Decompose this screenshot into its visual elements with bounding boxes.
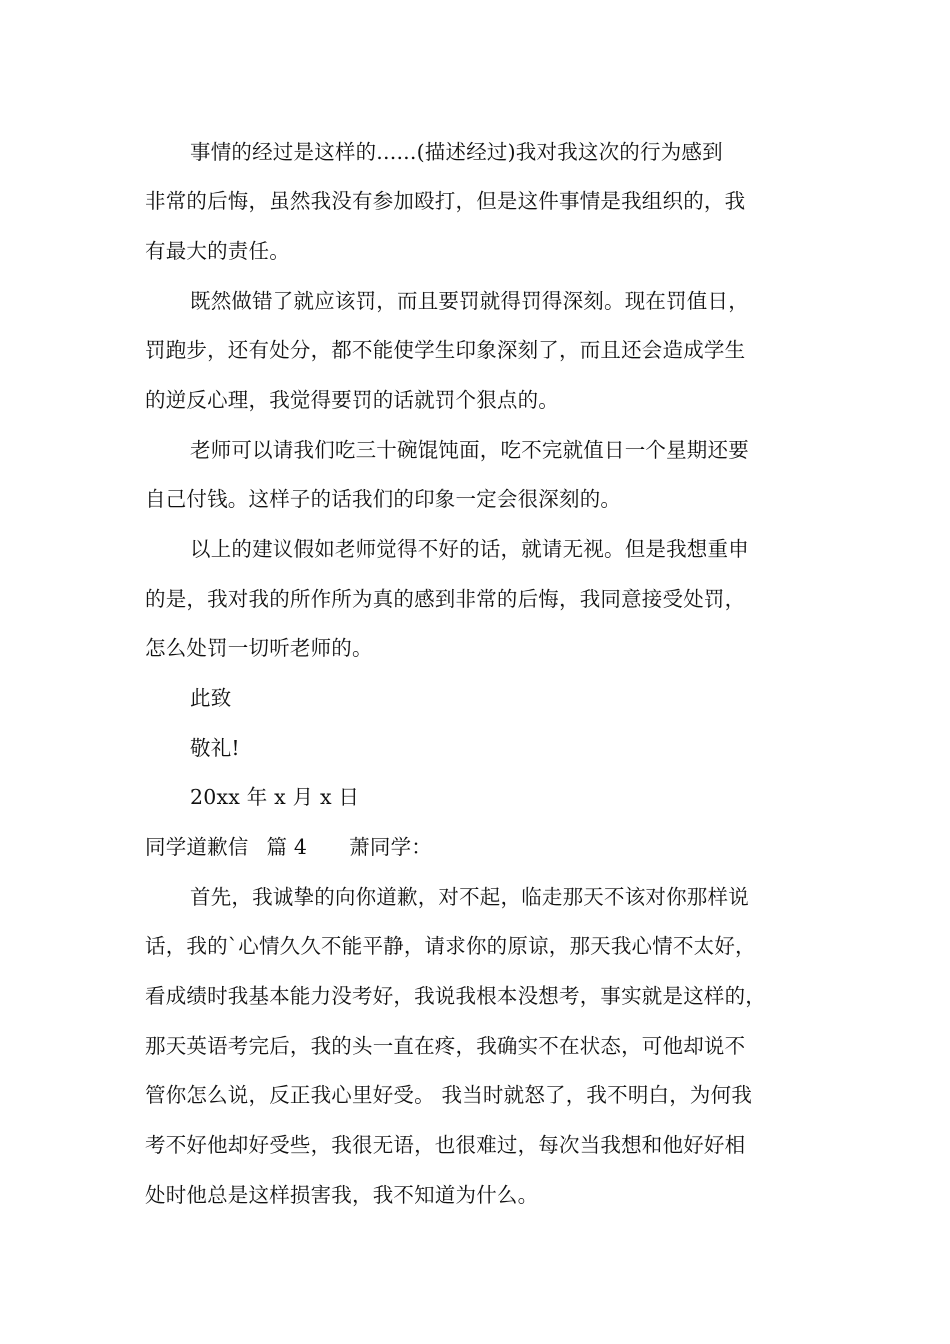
paragraph-4-line-1: 以上的建议假如老师觉得不好的话，就请无视。但是我想重申	[190, 537, 749, 561]
paragraph-4-line-2: 的是，我对我的所作所为真的感到非常的后悔，我同意接受处罚，	[145, 587, 746, 611]
paragraph-5-line-4: 那天英语考完后，我的头一直在疼，我确实不在状态，可他却说不	[145, 1034, 746, 1058]
paragraph-5-line-2: 话，我的`心情久久不能平静，请求你的原谅，那天我心情不太好，	[145, 934, 756, 958]
section-number: 篇 4	[266, 835, 308, 859]
paragraph-5-line-7: 处时他总是这样损害我，我不知道为什么。	[145, 1183, 539, 1207]
paragraph-1-line-1: 事情的经过是这样的......(描述经过)我对我这次的行为感到	[190, 140, 723, 164]
closing-greeting: 此致	[190, 686, 232, 710]
paragraph-5-line-3: 看成绩时我基本能力没考好，我说我根本没想考，事实就是这样的，	[145, 984, 766, 1008]
salutation: 萧同学：	[349, 835, 432, 859]
paragraph-3-line-2: 自己付钱。这样子的话我们的印象一定会很深刻的。	[145, 487, 622, 511]
letter-date: 20xx 年 x 月 x 日	[190, 785, 360, 809]
paragraph-2-line-2: 罚跑步，还有处分，都不能使学生印象深刻了，而且还会造成学生	[145, 338, 746, 362]
section-heading	[145, 832, 815, 862]
paragraph-1-line-3: 有最大的责任。	[145, 239, 290, 263]
paragraph-5-line-5: 管你怎么说，反正我心里好受。 我当时就怒了，我不明白，为何我	[145, 1083, 753, 1107]
paragraph-2-line-1: 既然做错了就应该罚，而且要罚就得罚得深刻。现在罚值日，	[190, 289, 749, 313]
paragraph-2-line-3: 的逆反心理，我觉得要罚的话就罚个狠点的。	[145, 388, 559, 412]
paragraph-3-line-1: 老师可以请我们吃三十碗馄饨面，吃不完就值日一个星期还要	[190, 438, 749, 462]
paragraph-5-line-6: 考不好他却好受些，我很无语，也很难过，每次当我想和他好好相	[145, 1133, 746, 1157]
section-title: 同学道歉信	[145, 835, 249, 859]
paragraph-1-line-2: 非常的后悔，虽然我没有参加殴打，但是这件事情是我组织的，我	[145, 189, 746, 213]
closing-salute: 敬礼!	[190, 736, 240, 760]
paragraph-4-line-3: 怎么处罚一切听老师的。	[145, 636, 373, 660]
paragraph-5-line-1: 首先，我诚挚的向你道歉，对不起，临走那天不该对你那样说	[190, 885, 749, 909]
